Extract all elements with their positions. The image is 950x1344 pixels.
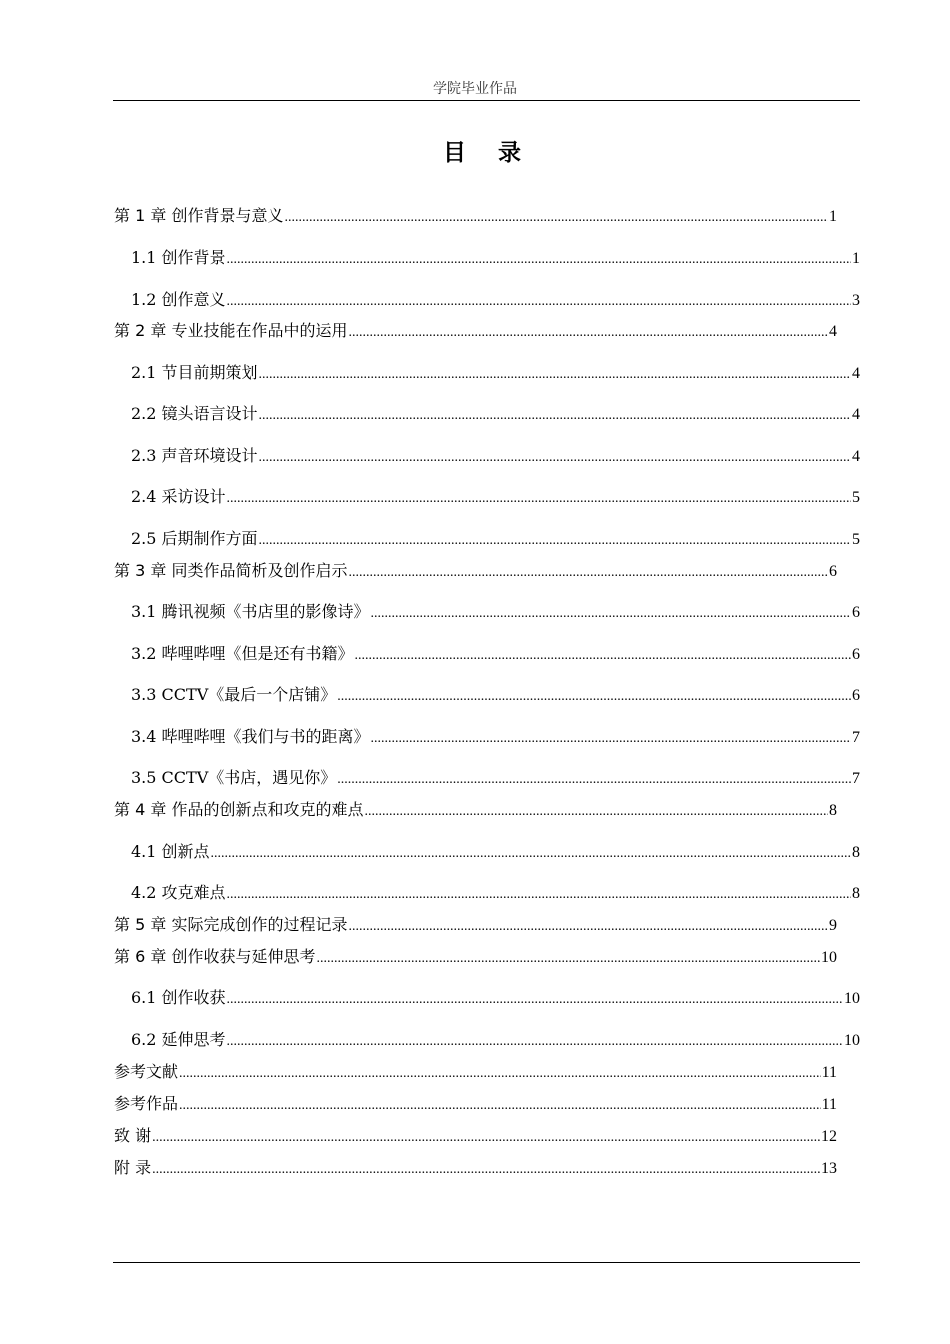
toc-page-number: 4: [852, 365, 860, 382]
toc-leader-dots: [337, 768, 851, 788]
toc-leader-dots: [227, 248, 851, 268]
toc-section-entry[interactable]: [131, 880, 860, 904]
toc-page-number: 11: [821, 1064, 837, 1081]
toc-page-number: 6: [852, 604, 860, 621]
toc-page-number: 7: [852, 729, 860, 746]
toc-leader-dots: [211, 842, 851, 862]
toc-chapter-entry[interactable]: [114, 318, 837, 342]
page-header: 学院毕业作品: [433, 81, 517, 97]
toc-chapter-entry[interactable]: [114, 1091, 837, 1115]
toc-entry-label: 附 录: [114, 1158, 152, 1177]
toc-leader-dots: [348, 915, 828, 935]
toc-section-entry[interactable]: [131, 443, 860, 467]
toc-entry-label: 2.4 采访设计: [131, 487, 226, 506]
toc-entry-label: 3.4 哔哩哔哩《我们与书的距离》: [131, 727, 370, 746]
toc-leader-dots: [284, 206, 828, 226]
toc-page-number: 11: [821, 1096, 837, 1113]
toc-leader-dots: [364, 800, 828, 820]
toc-entry-label: 第 1 章 创作背景与意义: [114, 206, 284, 225]
toc-entry-label: 1.1 创作背景: [131, 248, 226, 267]
toc-section-entry[interactable]: [131, 985, 860, 1009]
toc-leader-dots: [227, 487, 851, 507]
toc-entry-label: 第 6 章 创作收获与延伸思考: [114, 947, 316, 966]
toc-leader-dots: [355, 644, 851, 664]
toc-page-number: 4: [829, 323, 837, 340]
toc-leader-dots: [227, 1030, 843, 1050]
toc-leader-dots: [371, 602, 851, 622]
toc-entry-label: 2.1 节目前期策划: [131, 363, 258, 382]
toc-section-entry[interactable]: [131, 682, 860, 706]
toc-section-entry[interactable]: [131, 724, 860, 748]
toc-page-number: 3: [852, 292, 860, 309]
toc-page-number: 8: [852, 885, 860, 902]
toc-section-entry[interactable]: [131, 526, 860, 550]
toc-entry-label: 参考文献: [114, 1062, 179, 1081]
toc-leader-dots: [227, 988, 843, 1008]
toc-section-entry[interactable]: [131, 484, 860, 508]
toc-entry-label: 3.2 哔哩哔哩《但是还有书籍》: [131, 644, 354, 663]
toc-entry-label: 2.5 后期制作方面: [131, 529, 258, 548]
toc-entry-label: 1.2 创作意义: [131, 290, 226, 309]
toc-page-number: 1: [852, 250, 860, 267]
toc-entry-label: 4.1 创新点: [131, 842, 210, 861]
toc-section-entry[interactable]: [131, 401, 860, 425]
footer-divider: [113, 1262, 860, 1263]
toc-section-entry[interactable]: [131, 765, 860, 789]
toc-section-entry[interactable]: [131, 839, 860, 863]
toc-leader-dots: [152, 1158, 820, 1178]
toc-entry-label: 3.1 腾讯视频《书店里的影像诗》: [131, 602, 370, 621]
toc-leader-dots: [227, 883, 851, 903]
toc-section-entry[interactable]: [131, 245, 860, 269]
toc-chapter-entry[interactable]: [114, 797, 837, 821]
toc-entry-label: 第 2 章 专业技能在作品中的运用: [114, 321, 348, 340]
toc-leader-dots: [348, 561, 828, 581]
toc-page-number: 5: [852, 489, 860, 506]
toc-page-number: 13: [821, 1160, 837, 1177]
toc-page-number: 6: [852, 646, 860, 663]
toc-leader-dots: [152, 1126, 820, 1146]
toc-page-number: 6: [829, 563, 837, 580]
toc-leader-dots: [179, 1094, 821, 1114]
toc-leader-dots: [348, 321, 828, 341]
toc-entry-label: 6.1 创作收获: [131, 988, 226, 1007]
toc-entry-label: 2.3 声音环境设计: [131, 446, 258, 465]
toc-section-entry[interactable]: [131, 641, 860, 665]
toc-chapter-entry[interactable]: [114, 1059, 837, 1083]
toc-chapter-entry[interactable]: [114, 1155, 837, 1179]
toc-page-number: 5: [852, 531, 860, 548]
toc-page-number: 6: [852, 687, 860, 704]
toc-entry-label: 第 5 章 实际完成创作的过程记录: [114, 915, 348, 934]
toc-section-entry[interactable]: [131, 287, 860, 311]
page-title: 目 录: [442, 140, 533, 166]
toc-leader-dots: [337, 685, 851, 705]
toc-entry-label: 2.2 镜头语言设计: [131, 404, 258, 423]
toc-leader-dots: [259, 446, 851, 466]
toc-leader-dots: [371, 727, 851, 747]
toc-entry-label: 3.3 CCTV《最后一个店铺》: [131, 685, 337, 704]
toc-page-number: 9: [829, 917, 837, 934]
toc-entry-label: 6.2 延伸思考: [131, 1030, 226, 1049]
toc-chapter-entry[interactable]: [114, 1123, 837, 1147]
toc-leader-dots: [259, 529, 851, 549]
toc-entry-label: 第 4 章 作品的创新点和攻克的难点: [114, 800, 364, 819]
toc-page-number: 4: [852, 406, 860, 423]
toc-page-number: 10: [821, 949, 837, 966]
header-divider: [113, 100, 860, 101]
toc-page-number: 7: [852, 770, 860, 787]
toc-page-number: 1: [829, 208, 837, 225]
toc-section-entry[interactable]: [131, 599, 860, 623]
toc-entry-label: 4.2 攻克难点: [131, 883, 226, 902]
toc-page-number: 10: [844, 1032, 860, 1049]
toc-leader-dots: [316, 947, 820, 967]
toc-entry-label: 致 谢: [114, 1126, 152, 1145]
toc-page-number: 8: [829, 802, 837, 819]
toc-leader-dots: [179, 1062, 821, 1082]
toc-chapter-entry[interactable]: [114, 558, 837, 582]
toc-page-number: 12: [821, 1128, 837, 1145]
toc-leader-dots: [259, 404, 851, 424]
toc-section-entry[interactable]: [131, 360, 860, 384]
toc-page-number: 4: [852, 448, 860, 465]
toc-entry-label: 3.5 CCTV《书店，遇见你》: [131, 768, 337, 787]
toc-leader-dots: [259, 363, 851, 383]
toc-page-number: 10: [844, 990, 860, 1007]
toc-entry-label: 第 3 章 同类作品简析及创作启示: [114, 561, 348, 580]
toc-leader-dots: [227, 290, 851, 310]
toc-chapter-entry[interactable]: [114, 944, 837, 968]
toc-chapter-entry[interactable]: [114, 912, 837, 936]
toc-section-entry[interactable]: [131, 1027, 860, 1051]
toc-entry-label: 参考作品: [114, 1094, 179, 1113]
toc-chapter-entry[interactable]: [114, 203, 837, 227]
toc-page-number: 8: [852, 844, 860, 861]
